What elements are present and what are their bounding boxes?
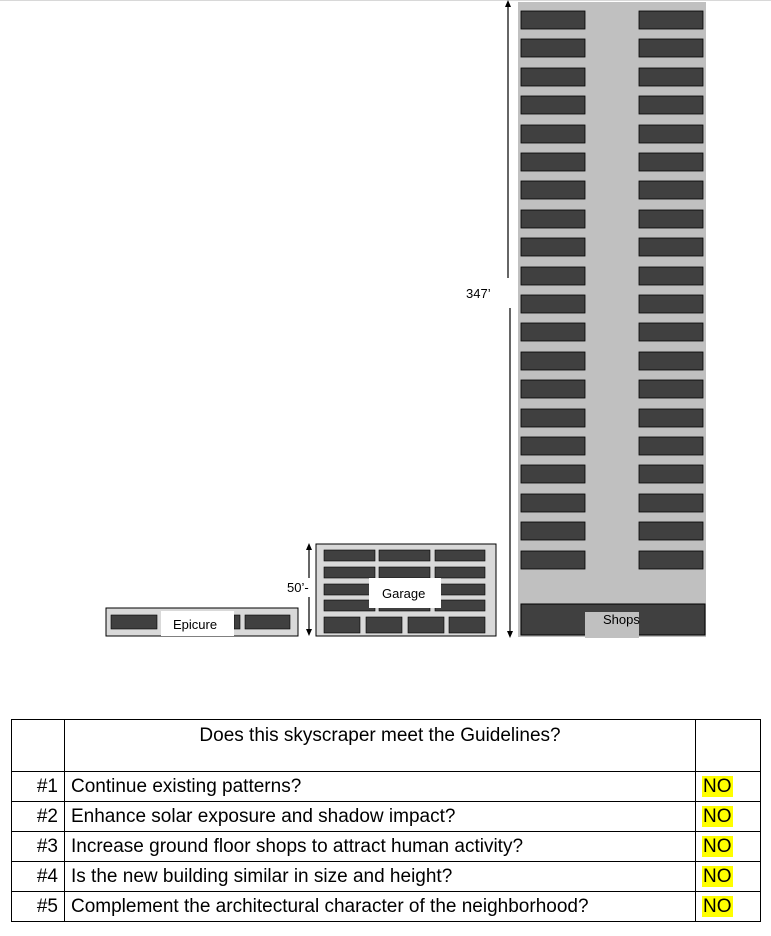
garage-window [379, 567, 430, 578]
tower-window-left [521, 181, 585, 199]
garage-window [379, 550, 430, 561]
epicure-window [234, 615, 240, 629]
tower-window-left [521, 352, 585, 370]
tower-window-left [521, 238, 585, 256]
header-answer-cell [696, 720, 761, 772]
tower-window-right [639, 125, 703, 143]
tower-window-left [521, 11, 585, 29]
guideline-answer: NO [703, 836, 732, 857]
tower-window-right [639, 323, 703, 341]
tower-window-right [639, 96, 703, 114]
tower-window-right [639, 437, 703, 455]
garage-window [435, 567, 485, 578]
tower-window-left [521, 96, 585, 114]
tower-window-left [521, 494, 585, 512]
tower-window-right [639, 39, 703, 57]
tower-window-left [521, 437, 585, 455]
guideline-number: #1 [12, 772, 65, 802]
tower-window-left [521, 295, 585, 313]
tower-window-right [639, 494, 703, 512]
epicure-building [106, 608, 298, 636]
tower-window-left [521, 380, 585, 398]
tower-window-right [639, 210, 703, 228]
tower-window-left [521, 323, 585, 341]
garage-door [449, 617, 485, 633]
tower-window-right [639, 11, 703, 29]
garage-height-label: 50’- [287, 580, 309, 595]
skyscraper [518, 2, 706, 638]
garage-window [435, 600, 485, 611]
guideline-answer: NO [703, 806, 732, 827]
tower-window-right [639, 352, 703, 370]
shops-label: Shops [603, 612, 640, 627]
table-row [12, 892, 761, 922]
guideline-number: #5 [12, 892, 65, 922]
guideline-answer-cell [696, 802, 761, 832]
tower-window-left [521, 465, 585, 483]
guideline-answer: NO [703, 866, 732, 887]
tower-window-right [639, 522, 703, 540]
table-header-row [12, 720, 761, 772]
tower-window-right [639, 465, 703, 483]
table-row [12, 862, 761, 892]
tower-window-right [639, 295, 703, 313]
tower-window-left [521, 39, 585, 57]
tower-window-right [639, 153, 703, 171]
header-num-cell [12, 720, 65, 772]
guideline-answer: NO [703, 776, 732, 797]
guideline-number: #2 [12, 802, 65, 832]
tower-window-right [639, 380, 703, 398]
garage-window [324, 550, 375, 561]
garage-building [316, 544, 496, 636]
guideline-question: Continue existing patterns? [65, 772, 696, 802]
tower-window-left [521, 68, 585, 86]
tower-window-right [639, 238, 703, 256]
garage-window [324, 584, 375, 595]
guideline-answer-cell [696, 862, 761, 892]
table-row [12, 772, 761, 802]
tower-window-right [639, 68, 703, 86]
tower-window-left [521, 409, 585, 427]
epicure-window [111, 615, 157, 629]
guideline-question: Complement the architectural character of the neighborhood? [65, 892, 696, 922]
table-row [12, 802, 761, 832]
garage-door [408, 617, 444, 633]
guideline-number: #3 [12, 832, 65, 862]
tower-window-right [639, 409, 703, 427]
guideline-question: Enhance solar exposure and shadow impact? [65, 802, 696, 832]
tower-window-left [521, 153, 585, 171]
tower-window-left [521, 522, 585, 540]
guidelines-table [11, 719, 761, 922]
garage-window [324, 600, 375, 611]
epicure-window [245, 615, 290, 629]
tower-window-left [521, 210, 585, 228]
guideline-answer-cell [696, 832, 761, 862]
garage-door [366, 617, 402, 633]
epicure-label: Epicure [173, 617, 218, 632]
guideline-question: Is the new building similar in size and height? [65, 862, 696, 892]
garage-window [324, 567, 375, 578]
garage-label: Garage [382, 586, 426, 601]
tower-height-dimension [466, 0, 513, 638]
guideline-answer-cell [696, 892, 761, 922]
table-row [12, 832, 761, 862]
garage-window [435, 584, 485, 595]
tower-window-left [521, 551, 585, 569]
tower-window-right [639, 267, 703, 285]
guideline-answer-cell [696, 772, 761, 802]
guideline-answer: NO [703, 896, 732, 917]
garage-window [435, 550, 485, 561]
guideline-number: #4 [12, 862, 65, 892]
guideline-question: Increase ground floor shops to attract human activity? [65, 832, 696, 862]
tower-window-right [639, 551, 703, 569]
garage-door [324, 617, 360, 633]
table-title: Does this skyscraper meet the Guidelines? [65, 720, 696, 772]
tower-window-left [521, 267, 585, 285]
tower-window-left [521, 125, 585, 143]
tower-height-label: 347’ [466, 286, 491, 301]
tower-window-right [639, 181, 703, 199]
